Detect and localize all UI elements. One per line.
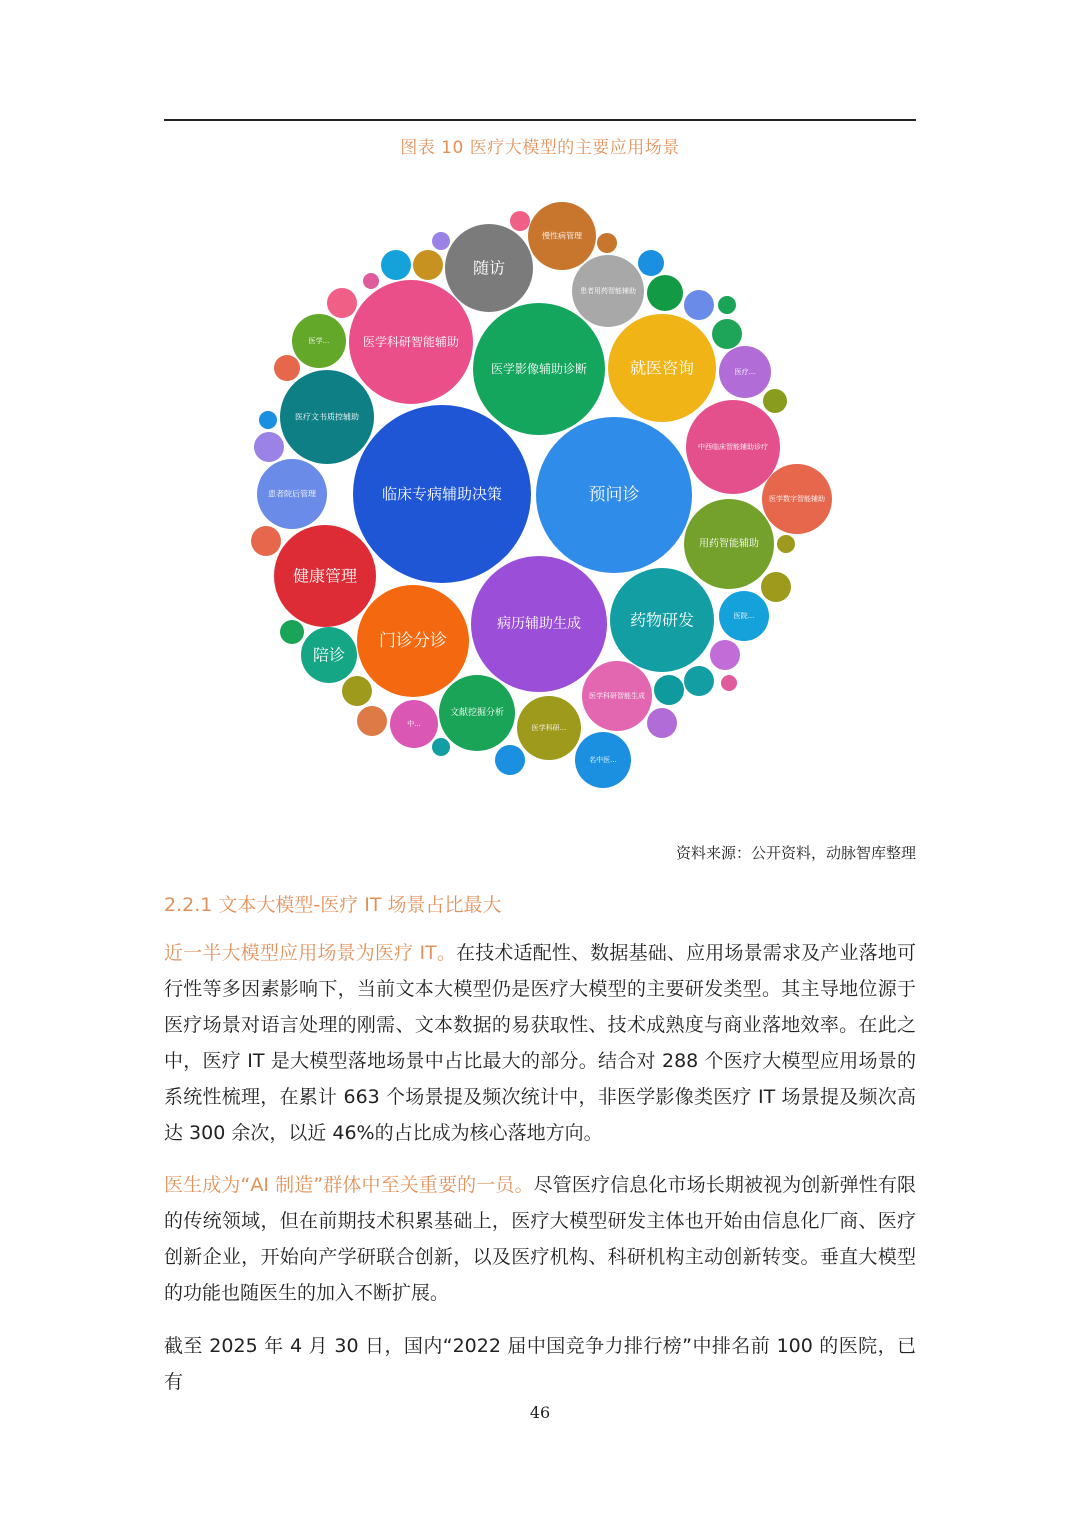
bubble-label: 医学...: [308, 337, 330, 345]
bubble-label: 预问诊: [588, 485, 640, 505]
bubble-small: [432, 232, 450, 250]
bubble-small: [777, 535, 795, 553]
bubble-small: [495, 745, 525, 775]
bubble-small: [432, 738, 450, 756]
paragraph-body: 在技术适配性、数据基础、应用场景需求及产业落地可行性等多因素影响下，当前文本大模型仍是医疗大模型的主要研发类型。其主导地位源于医疗场景对语言处理的刚需、文本数据的易获取性、技术成熟度与商业落地效率。在此之中，医疗 IT 是大模型落地场景中占比最大的部分。结合对 288 个医疗大模型应用场景的系统性梳理，在累计 663 个场景提及频次统计中，非医学影像类医疗 IT 场景提及频次高达 300 余次，以近 46%的占比成为核心落地方向。: [164, 942, 916, 1144]
bubble-small: [710, 640, 740, 670]
bubble-small: [647, 708, 677, 738]
bubble-label: 医学数字智能辅助: [769, 495, 825, 503]
paragraph-lead: 近一半大模型应用场景为医疗 IT。: [164, 942, 457, 964]
paragraph-body: 尽管医疗信息化市场长期被视为创新弹性有限的传统领域，但在前期技术积累基础上，医疗大模型研发主体也开始由信息化厂商、医疗创新企业，开始向产学研联合创新，以及医疗机构、科研机构主动创新转变。垂直大模型的功能也随医生的加入不断扩展。: [164, 1174, 916, 1304]
figure-source: 资料来源：公开资料，动脉智库整理: [675, 844, 916, 862]
bubble-small: [597, 233, 617, 253]
bubble-small: [280, 620, 304, 644]
bubble-label: 就医咨询: [629, 358, 695, 378]
bubble-small: [721, 675, 737, 691]
bubble-label: 医学科研智能辅助: [362, 335, 460, 349]
bubble-label: 医学影像辅助诊断: [490, 362, 588, 376]
bubble-label: 临床专病辅助决策: [381, 485, 503, 503]
paragraph-lead: 医生成为“AI 制造”群体中至关重要的一员。: [164, 1174, 534, 1196]
bubble-small: [712, 319, 742, 349]
bubble-small: [327, 288, 357, 318]
bubble-small: [381, 250, 411, 280]
section-heading: 2.2.1 文本大模型-医疗 IT 场景占比最大: [164, 894, 502, 916]
bubble-label: 医疗...: [734, 368, 756, 376]
bubble-small: [654, 675, 684, 705]
bubble-label: 医疗文书质控辅助: [295, 412, 359, 422]
bubble-small: [638, 250, 664, 276]
bubble-label: 随访: [472, 258, 506, 278]
bubble-small: [684, 290, 714, 320]
bubble-label: 慢性病管理: [542, 231, 582, 241]
bubble-small: [761, 572, 791, 602]
bubble-label: 名中医...: [589, 756, 617, 764]
bubble-label: 患者院后管理: [268, 489, 316, 499]
bubble-small: [510, 211, 530, 231]
bubble-label: 陪诊: [312, 645, 346, 665]
bubble-small: [251, 526, 281, 556]
bubble-label: 病历辅助生成: [497, 616, 581, 632]
bubble-small: [363, 273, 379, 289]
bubble-label: 用药智能辅助: [699, 538, 759, 550]
bubble-small: [254, 432, 284, 462]
bubble-small: [763, 389, 787, 413]
bubble-label: 中西临床智能辅助诊疗: [698, 443, 768, 451]
paragraph-body: 截至 2025 年 4 月 30 日，国内“2022 届中国竞争力排行榜”中排名前 100 的医院，已有: [164, 1335, 916, 1393]
bubble-label: 医院...: [733, 612, 755, 620]
bubble-small: [274, 355, 300, 381]
bubble-label: 中...: [407, 720, 421, 728]
bubble-small: [647, 275, 683, 311]
bubble-small: [342, 676, 372, 706]
paragraph-2: [164, 1167, 916, 1311]
bubble-label: 患者用药智能辅助: [580, 287, 636, 295]
bubble-small: [684, 666, 714, 696]
paragraph-1: [164, 935, 916, 1151]
bubble-label: 医学科研...: [531, 724, 567, 732]
bubble-small: [413, 250, 443, 280]
bubble-label: 医学科研智能生成: [589, 692, 645, 700]
bubble-label: 门诊分诊: [379, 631, 447, 651]
paragraph-3: [164, 1328, 916, 1400]
bubble-small: [357, 706, 387, 736]
figure-title: 图表 10 医疗大模型的主要应用场景: [400, 138, 680, 158]
bubble-label: 文献挖掘分析: [449, 708, 505, 718]
page-number: 46: [529, 1403, 551, 1422]
bubble-small: [259, 411, 277, 429]
bubble-small: [718, 296, 736, 314]
bubble-label: 药物研发: [629, 610, 695, 630]
bubble-label: 健康管理: [292, 566, 358, 586]
